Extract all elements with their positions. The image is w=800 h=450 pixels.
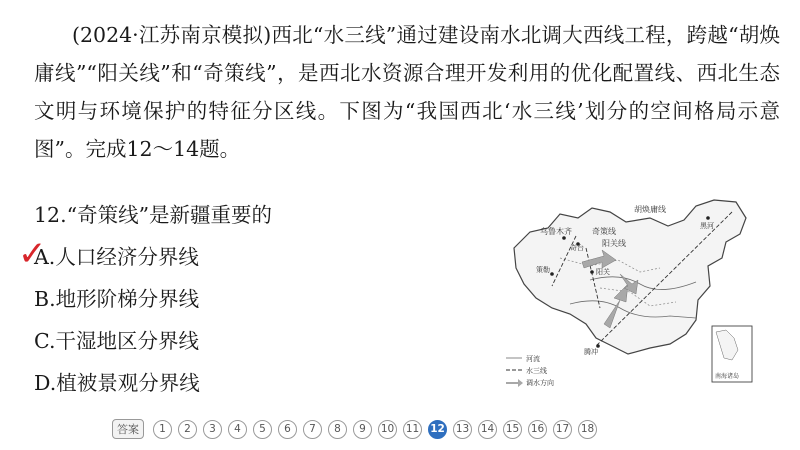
city-dot [550,272,554,276]
question-number-13[interactable]: 13 [453,420,472,439]
label-yangguan-town: 阳关 [596,268,610,276]
label-cele: 策勒 [536,266,550,274]
legend-river-label: 河流 [526,355,540,363]
label-heihe: 黑河 [700,222,714,230]
check-mark-icon: ✓ [18,234,47,274]
label-tengchong: 腾冲 [584,348,598,356]
question-number-17[interactable]: 17 [553,420,572,439]
label-urumqi: 乌鲁木齐 [540,227,572,236]
china-water-lines-map [500,188,768,388]
label-qitai: 奇台 [570,244,584,252]
question-number-7[interactable]: 7 [303,420,322,439]
question-title: 12.“奇策线”是新疆重要的 [34,203,273,227]
option-a[interactable]: A.人口经济分界线 [34,245,199,269]
city-dot [706,216,710,220]
question-number-4[interactable]: 4 [228,420,247,439]
question-number-1[interactable]: 1 [153,420,172,439]
option-c[interactable]: C.干湿地区分界线 [34,329,199,353]
legend-arrow-symbol [506,379,523,387]
label-huhuanyong: 胡焕庸线 [634,205,666,214]
question-number-11[interactable]: 11 [403,420,422,439]
question-stem: (2024·江苏南京模拟)西北“水三线”通过建设南水北调大西线工程，跨越“胡焕庸线”“阳关线”和“奇策线”，是西北水资源合理开发利用的优化配置线、西北生态文明与环境保护的特征分区线。下图为“我国西北‘水三线’划分的空间格局示意图”。完成12～14题。 [34,23,780,161]
legend-arrow-label: 调水方向 [526,379,554,387]
question-number-18[interactable]: 18 [578,420,597,439]
answer-button[interactable]: 答案 [112,419,144,439]
question-number-2[interactable]: 2 [178,420,197,439]
label-yangguan: 阳关线 [602,239,626,248]
option-b[interactable]: B.地形阶梯分界线 [34,287,200,311]
question-number-14[interactable]: 14 [478,420,497,439]
label-qice: 奇策线 [592,227,616,236]
question-number-3[interactable]: 3 [203,420,222,439]
legend-line-label: 水三线 [526,367,547,375]
city-dot [562,236,566,240]
city-dot [590,270,594,274]
question-number-5[interactable]: 5 [253,420,272,439]
question-number-8[interactable]: 8 [328,420,347,439]
label-nanhai: 南海诸岛 [715,373,740,380]
answer-navigation-bar [112,418,597,440]
question-number-12-current[interactable]: 12 [428,420,447,439]
question-number-16[interactable]: 16 [528,420,547,439]
question-number-10[interactable]: 10 [378,420,397,439]
option-d[interactable]: D.植被景观分界线 [34,371,200,395]
question-number-6[interactable]: 6 [278,420,297,439]
question-number-15[interactable]: 15 [503,420,522,439]
question-number-9[interactable]: 9 [353,420,372,439]
map-figure [500,188,768,388]
